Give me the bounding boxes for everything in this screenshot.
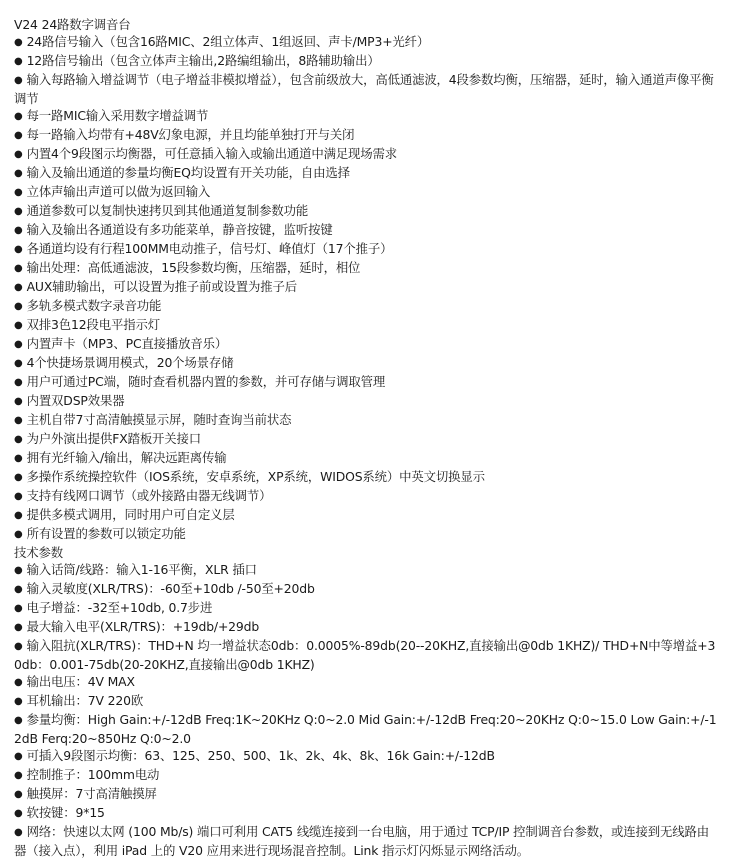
feature-item: ● 内置声卡（MP3、PC直接播放音乐） [14, 336, 227, 351]
feature-item: ● 4个快捷场景调用模式，20个场景存储 [14, 355, 233, 370]
feature-item: ● 24路信号输入（包含16路MIC、2组立体声、1组返回、声卡/MP3+光纤） [14, 34, 429, 49]
spec-item: ● 参量均衡：High Gain:+/-12dB Freq:1K~20KHz Q:0~2.0 Mid Gain:+/-12dB Freq:20~20KHz Q:0~15.0 Low Gain:+/-12dB Ferq:20~850Hz Q:0~2.0 [14, 712, 716, 746]
spec-list [14, 561, 720, 859]
feature-item: ● 提供多模式调用，同时用户可自定义层 [14, 507, 235, 522]
spec-item: ● 输入话筒/线路：输入1-16平衡，XLR 插口 [14, 562, 257, 577]
feature-item: ● 输出处理：高低通滤波，15段参数均衡，压缩器，延时，相位 [14, 260, 360, 275]
spec-item: ● 输出电压：4V MAX [14, 674, 135, 689]
spec-item: ● 最大输入电平(XLR/TRS)：+19db/+29db [14, 619, 259, 634]
feature-item: ● 每一路MIC输入采用数字增益调节 [14, 108, 208, 123]
spec-item: ● 输入灵敏度(XLR/TRS)：-60至+10db /-50至+20db [14, 581, 315, 596]
spec-item: ● 软按键：9*15 [14, 805, 105, 820]
spec-item: ● 控制推子：100mm电动 [14, 767, 159, 782]
spec-item: ● 电子增益：-32至+10db, 0.7步进 [14, 600, 212, 615]
feature-item: ● 立体声输出声道可以做为返回输入 [14, 184, 210, 199]
feature-list [14, 33, 720, 544]
feature-item: ● 内置双DSP效果器 [14, 393, 124, 408]
feature-item: ● 拥有光纤输入/输出，解决远距离传输 [14, 450, 226, 465]
feature-item: ● 多操作系统操控软件（IOS系统，安卓系统，XP系统，WIDOS系统）中英文切换显示 [14, 469, 485, 484]
feature-item: ● 每一路输入均带有+48V幻象电源，并且均能单独打开与关闭 [14, 127, 354, 142]
document-title: V24 24路数字调音台 [14, 17, 131, 32]
feature-item: ● 输入及输出各通道设有多功能菜单，静音按键，监听按键 [14, 222, 333, 237]
feature-item: ● AUX辅助输出，可以设置为推子前或设置为推子后 [14, 279, 297, 294]
feature-item: ● 输入及输出通道的参量均衡EQ均设置有开关功能，自由选择 [14, 165, 350, 180]
feature-item: ● 各通道均设有行程100MM电动推子，信号灯、峰值灯（17个推子） [14, 241, 392, 256]
feature-item: ● 多轨多模式数字录音功能 [14, 298, 161, 313]
feature-item: ● 输入每路输入增益调节（电子增益非模拟增益），包含前级放大，高低通滤波，4段参数均衡，压缩器，延时，输入通道声像平衡调节 [14, 72, 714, 106]
spec-item: ● 触摸屏：7寸高清触摸屏 [14, 786, 157, 801]
spec-item: ● 网络：快速以太网 (100 Mb/s) 端口可利用 CAT5 线缆连接到一台电脑，用于通过 TCP/IP 控制调音台参数，或连接到无线路由器（接入点），利用 iPad 上的 V20 应用来进行现场混音控制。Link 指示灯闪烁显示网络活动。 [14, 824, 709, 858]
feature-item: ● 12路信号输出（包含立体声主输出,2路编组输出，8路辅助输出） [14, 53, 380, 68]
spec-item: ● 输入阻抗(XLR/TRS)：THD+N 均一增益状态0db：0.0005%-89db(20--20KHZ,直接输出@0db 1KHZ)/ THD+N中等增益+30db：0.001-75db(20-20KHZ,直接输出@0db 1KHZ) [14, 638, 715, 672]
spec-item: ● 可插入9段图示均衡：63、125、250、500、1k、2k、4k、8k、16k Gain:+/-12dB [14, 748, 495, 763]
feature-item: ● 通道参数可以复制快速拷贝到其他通道复制参数功能 [14, 203, 308, 218]
feature-item: ● 支持有线网口调节（或外接路由器无线调节） [14, 488, 271, 503]
feature-item: ● 所有设置的参数可以锁定功能 [14, 526, 186, 541]
feature-item: ● 内置4个9段图示均衡器，可任意插入输入或输出通道中满足现场需求 [14, 146, 397, 161]
feature-item: ● 主机自带7寸高清触摸显示屏，随时查询当前状态 [14, 412, 291, 427]
spec-heading: 技术参数 [14, 545, 63, 560]
feature-item: ● 为户外演出提供FX踏板开关接口 [14, 431, 201, 446]
feature-item: ● 用户可通过PC端，随时查看机器内置的参数，并可存储与调取管理 [14, 374, 385, 389]
spec-document [14, 16, 720, 859]
spec-item: ● 耳机输出：7V 220欧 [14, 693, 143, 708]
feature-item: ● 双排3色12段电平指示灯 [14, 317, 160, 332]
